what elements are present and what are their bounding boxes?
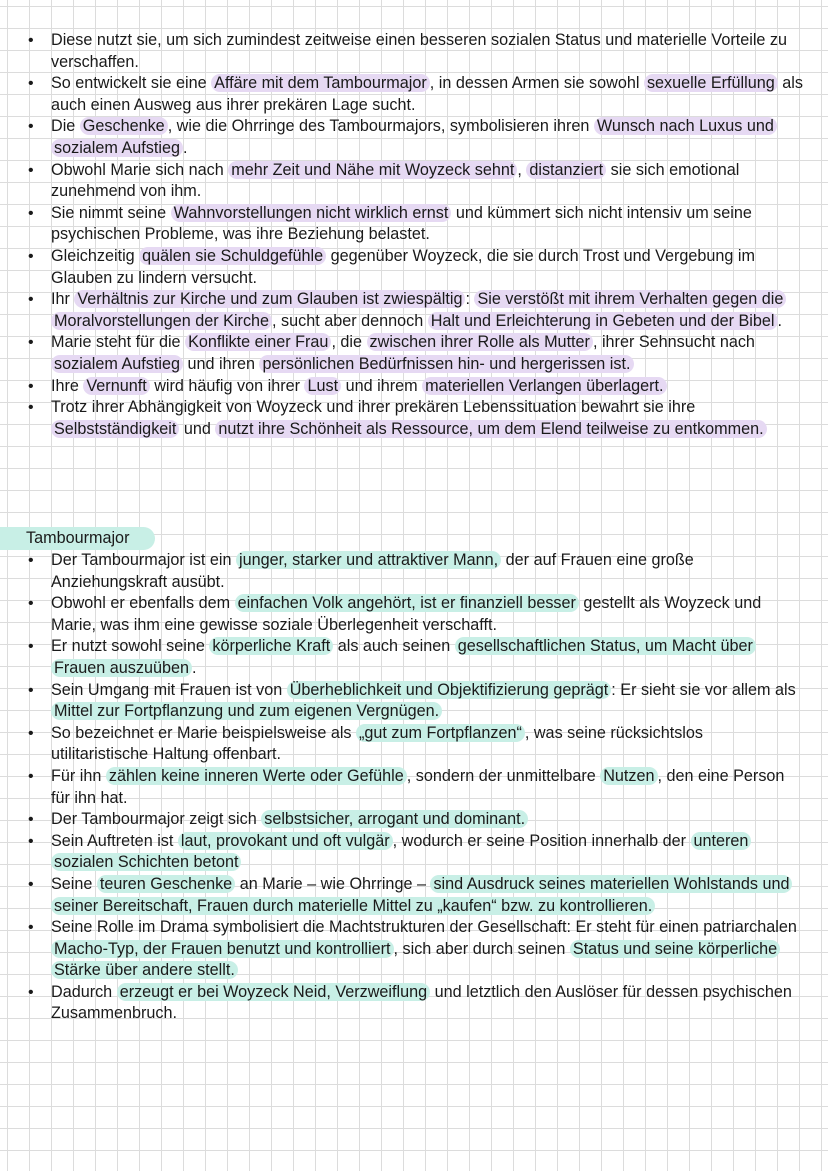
text-segment: und letztlich den Auslöser für dessen psychischen Zusammenbruch.	[51, 982, 792, 1023]
highlighted-text: unteren sozialen Schichten betont	[51, 832, 751, 872]
marie-list-item	[0, 246, 828, 289]
bullet-icon: •	[28, 811, 34, 829]
highlighted-text: Nutzen	[600, 767, 657, 785]
bullet-icon: •	[28, 724, 34, 742]
highlighted-text: sexuelle Erfüllung	[644, 74, 778, 92]
text-segment: und ihren	[182, 354, 260, 373]
highlighted-text: Affäre mit dem Tambourmajor	[211, 74, 430, 92]
highlighted-text: selbstsicher, arrogant und dominant.	[261, 810, 528, 828]
highlighted-text: Konflikte einer Frau	[185, 333, 331, 351]
highlighted-text: Selbstständigkeit	[51, 420, 179, 438]
highlighted-text: einfachen Volk angehört, ist er finanziell besser	[235, 594, 579, 612]
bullet-icon: •	[28, 247, 34, 265]
text-segment: Trotz ihrer Abhängigkeit von Woyzeck und ihrer prekären Lebenssituation bewahrt sie ihre	[51, 398, 696, 417]
text-segment: Sein Auftreten ist	[51, 831, 178, 850]
highlighted-text: materiellen Verlangen überlagert.	[422, 377, 666, 395]
bullet-icon: •	[28, 983, 34, 1001]
bullet-icon: •	[28, 204, 34, 222]
text-segment: an Marie – wie Ohrringe –	[235, 874, 431, 893]
text-segment: sie sich emotional zunehmend von ihm.	[51, 160, 740, 201]
bullet-icon: •	[28, 875, 34, 893]
bullet-icon: •	[28, 767, 34, 785]
text-segment: Ihr	[51, 290, 75, 309]
highlighted-text: junger, starker und attraktiver Mann,	[236, 551, 501, 569]
text-segment: Diese nutzt sie, um sich zumindest zeitweise einen besseren sozialen Status und materielle Vorteile zu verschaffen.	[51, 31, 788, 71]
tambourmajor-bullet-list	[0, 550, 828, 1025]
text-segment: Seine	[51, 874, 97, 893]
text-segment: gegenüber Woyzeck, die sie durch Trost und Vergebung im Glauben zu lindern versucht.	[51, 246, 755, 287]
bullet-icon: •	[28, 638, 34, 656]
bullet-icon: •	[28, 291, 34, 309]
text-segment: So entwickelt sie eine	[51, 74, 212, 93]
text-segment: Obwohl Marie sich nach	[51, 160, 229, 179]
text-segment: : Er sieht sie vor allem als	[611, 680, 796, 699]
highlighted-text: körperliche Kraft	[209, 637, 333, 655]
text-segment: , den eine Person für ihn hat.	[51, 766, 785, 807]
highlighted-text: laut, provokant und oft vulgär	[178, 832, 393, 850]
highlighted-text: teuren Geschenke	[97, 875, 235, 893]
text-segment: , sondern der unmittelbare	[406, 766, 601, 785]
text-segment: und	[179, 419, 216, 438]
tambourmajor-list-item	[0, 809, 828, 831]
text-segment: Er nutzt sowohl seine	[51, 637, 210, 656]
text-segment: .	[192, 658, 197, 677]
text-segment: Marie steht für die	[51, 333, 186, 352]
tambourmajor-list-item	[0, 550, 828, 593]
text-segment: Der Tambourmajor ist ein	[51, 551, 237, 569]
highlighted-text: mehr Zeit und Nähe mit Woyzeck sehnt	[228, 161, 517, 179]
marie-section	[0, 30, 828, 440]
highlighted-text: Halt und Erleichterung in Gebeten und der Bibel	[428, 312, 778, 330]
text-segment: , ihrer Sehnsucht nach	[592, 333, 755, 352]
highlighted-text: quälen sie Schuldgefühle	[139, 247, 326, 265]
bullet-icon: •	[28, 32, 34, 49]
highlighted-text: Verhältnis zur Kirche und zum Glauben ist zwiespältig	[74, 290, 465, 308]
marie-list-item	[0, 73, 828, 116]
text-segment: Sie nimmt seine	[51, 203, 171, 222]
text-segment: , sucht aber dennoch	[272, 311, 428, 330]
text-segment: , was seine rücksichtslos utilitaristische Haltung offenbart.	[51, 723, 704, 764]
text-segment: der auf Frauen eine große Anziehungskraft ausübt.	[51, 551, 694, 591]
tambourmajor-list-item	[0, 831, 828, 874]
highlighted-text: Status und seine körperliche Stärke über andere stellt.	[51, 940, 780, 980]
bullet-icon: •	[28, 75, 34, 93]
text-segment: wird häufig von ihrer	[149, 376, 305, 395]
tambourmajor-heading: Tambourmajor	[0, 527, 155, 550]
bullet-icon: •	[28, 399, 34, 417]
text-segment: gestellt als Woyzeck und Marie, was ihm eine gewisse soziale Überlegenheit verschafft.	[51, 594, 762, 634]
text-segment: , die	[331, 333, 367, 352]
highlighted-text: zählen keine inneren Werte oder Gefühle	[106, 767, 407, 785]
text-segment: als auch einen Ausweg aus ihrer prekären Lage sucht.	[51, 74, 803, 114]
bullet-icon: •	[28, 161, 34, 179]
text-segment: , in dessen Armen sie sowohl	[429, 74, 644, 93]
highlighted-text: Geschenke	[80, 117, 168, 135]
tambourmajor-list-item	[0, 723, 828, 766]
marie-list-item	[0, 116, 828, 159]
bullet-icon: •	[28, 832, 34, 850]
highlighted-text: Lust	[304, 377, 341, 395]
bullet-icon: •	[28, 552, 34, 569]
highlighted-text: zwischen ihrer Rolle als Mutter	[367, 333, 593, 351]
highlighted-text: nutzt ihre Schönheit als Ressource, um dem Elend teilweise zu entkommen.	[215, 420, 766, 438]
text-segment: .	[777, 311, 782, 330]
highlighted-text: erzeugt er bei Woyzeck Neid, Verzweiflung	[117, 983, 430, 1001]
marie-list-item	[0, 289, 828, 332]
marie-bullet-list	[0, 30, 828, 440]
highlighted-text: gesellschaftlichen Status, um Macht über Frauen auszuüben	[51, 637, 756, 677]
bullet-icon: •	[28, 681, 34, 699]
text-segment: , wie die Ohrringe des Tambourmajors, symbolisieren ihren	[167, 117, 594, 136]
highlighted-text: sind Ausdruck seines materiellen Wohlstands und seiner Bereitschaft, Frauen durch materielle Mittel zu „kaufen“ bzw. zu kontrollieren.	[51, 875, 792, 915]
tambourmajor-list-item	[0, 766, 828, 809]
highlighted-text: Vernunft	[83, 377, 149, 395]
text-segment: Dadurch	[51, 982, 117, 1001]
text-segment: ,	[517, 160, 527, 179]
text-segment: :	[465, 290, 475, 309]
highlighted-text: Sie verstößt mit ihrem Verhalten gegen die Moralvorstellungen der Kirche	[51, 290, 786, 330]
text-segment: So bezeichnet er Marie beispielsweise als	[51, 723, 357, 742]
bullet-icon: •	[28, 919, 34, 937]
text-segment: Die	[51, 117, 80, 136]
text-segment: und ihrem	[341, 376, 423, 395]
text-segment: , sich aber durch seinen	[393, 939, 570, 958]
highlighted-text: „gut zum Fortpflanzen“	[356, 724, 525, 742]
text-segment: Obwohl er ebenfalls dem	[51, 594, 235, 613]
highlighted-text: Mittel zur Fortpflanzung und zum eigenen Vergnügen.	[51, 702, 442, 720]
highlighted-text: persönlichen Bedürfnissen hin- und hergerissen ist.	[259, 355, 633, 373]
marie-list-item	[0, 203, 828, 246]
bullet-icon: •	[28, 377, 34, 395]
text-segment: Ihre	[51, 376, 84, 395]
bullet-icon: •	[28, 118, 34, 136]
text-segment: Der Tambourmajor zeigt sich	[51, 810, 262, 829]
highlighted-text: Überheblichkeit und Objektifizierung geprägt	[287, 681, 612, 699]
tambourmajor-list-item	[0, 593, 828, 636]
highlighted-text: Wunsch nach Luxus und sozialem Aufstieg	[51, 117, 777, 157]
tambourmajor-list-item	[0, 982, 828, 1025]
highlighted-text: sozialem Aufstieg	[51, 355, 183, 373]
text-segment: als auch seinen	[333, 637, 455, 656]
text-segment: .	[182, 138, 188, 157]
marie-list-item	[0, 376, 828, 398]
text-segment: Gleichzeitig	[51, 246, 140, 265]
highlighted-text: Wahnvorstellungen nicht wirklich ernst	[171, 204, 452, 222]
text-segment: und kümmert sich nicht intensiv um seine psychischen Probleme, was ihre Beziehung belastet.	[51, 203, 752, 244]
tambourmajor-list-item	[0, 917, 828, 982]
tambourmajor-section	[0, 527, 828, 1025]
bullet-icon: •	[28, 595, 34, 613]
marie-list-item	[0, 397, 828, 440]
text-segment: , wodurch er seine Position innerhalb der	[392, 831, 691, 850]
text-segment: Für ihn	[51, 766, 106, 785]
tambourmajor-list-item	[0, 680, 828, 723]
highlighted-text: distanziert	[526, 161, 606, 179]
marie-list-item	[0, 160, 828, 203]
marie-list-item	[0, 332, 828, 375]
marie-list-item	[0, 30, 828, 73]
text-segment: Seine Rolle im Drama symbolisiert die Machtstrukturen der Gesellschaft: Er steht für einen patriarchalen	[51, 918, 797, 937]
tambourmajor-list-item	[0, 636, 828, 679]
tambourmajor-list-item	[0, 874, 828, 917]
highlighted-text: Macho-Typ, der Frauen benutzt und kontrolliert	[51, 940, 394, 958]
text-segment: Sein Umgang mit Frauen ist von	[51, 680, 287, 699]
bullet-icon: •	[28, 334, 34, 352]
